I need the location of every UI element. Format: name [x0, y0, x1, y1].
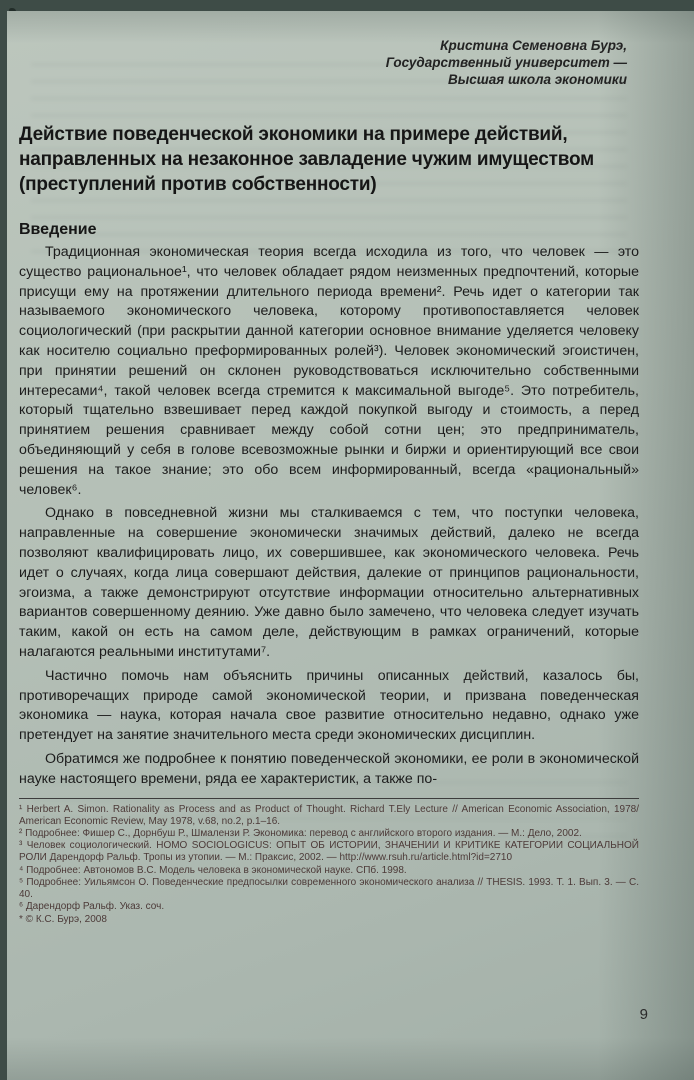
footnote-5: ⁵ Подробнее: Уильямсон О. Поведенческие предпосылки современного экономического анализа // THESIS. 1993. Т. 1. Вып. 3. — С. 40. [19, 876, 639, 900]
footnote-1: ¹ Herbert A. Simon. Rationality as Process and as Product of Thought. Richard T.Ely Lecture // American Economic Association, 1978/ American Economic Review, May 1978, v.68, no.2, p.1–16. [19, 803, 639, 827]
paragraph-4: Обратимся же подробнее к понятию поведенческой экономики, ее роли в экономической науке настоящего времени, ряда ее характеристик, а также по- [19, 750, 639, 787]
page-number: 9 [639, 1006, 648, 1023]
paper-page [7, 11, 694, 1080]
footnote-3: ³ Человек социологический. HOMO SOCIOLOGICUS: ОПЫТ ОБ ИСТОРИИ, ЗНАЧЕНИИ И КРИТИКЕ КАТЕГОРИИ СОЦИАЛЬНОЙ РОЛИ Дарендорф Ральф. Тропы из утопии. — М.: Праксис, 2002. — http://www.rsuh.ru/article.html?id=2710 [19, 840, 639, 864]
footnotes-block [19, 798, 639, 927]
author-affiliation-line1: Государственный университет — [385, 55, 627, 70]
footnote-6: ⁶ Дарендорф Ральф. Указ. соч. [19, 901, 165, 913]
article-body [19, 243, 639, 790]
author-block [19, 37, 639, 88]
copyright-line: * © К.С. Бурэ, 2008 [19, 914, 107, 926]
author-name: Кристина Семеновна Бурэ, [440, 38, 627, 53]
article-title: Действие поведенческой экономики на примере действий, направленных на незаконное завладение чужим имуществом (преступлений против собственности) [19, 124, 595, 195]
author-affiliation-line2: Высшая школа экономики [447, 72, 627, 87]
paragraph-2: Однако в повседневной жизни мы сталкиваемся с тем, что поступки человека, направленные на совершение экономически значимых действий, далеко не всегда позволяют квалифицировать лицо, их совершившее, как экономического человека. Речь идет о случаях, когда лица совершают действия, далекие от принципов рациональности, эгоизма, а также демонстрируют отсутствие информации относительно альтернативных вариантов совершенному деянию. Уже давно было замечено, что человека следует изучать таким, какой он есть на самом деле, действующим в рамках ограничений, которые налагаются реальными институтами⁷. [19, 505, 639, 660]
paragraph-1: Традиционная экономическая теория всегда исходила из того, что человек — это существо рациональное¹, что человек обладает рядом неизменных предпочтений, которые присущи ему на протяжении длительного периода времени². Речь идет о категории так называемого экономического человека, которому противопоставляется человек социологический (при раскрытии данной категории основное внимание уделяется человеку как носителю социально преформированных ролей³). Человек экономический эгоистичен, при принятии решений он склонен руководствоваться исключительно собственными интересами⁴, такой человек всегда стремится к максимальной выгоде⁵. Это потребитель, который тщательно взвешивает перед каждой покупкой выгоду и стоимость, а перед принятием решения сравнивает между собой сотни цен; это предприниматель, объединяющий у себя в голове всевозможные рынки и биржи и ориентирующий все свои решения на такое знание; это обо всем информированный, всегда «рациональный» человек⁶. [19, 244, 639, 498]
paragraph-3: Частично помочь нам объяснить причины описанных действий, казалось бы, противоречащих природе самой экономической теории, и призвана поведенческая экономика — наука, которая начала свое развитие относительно недавно, однако уже претендует на занятие значительного места среди экономических дисциплин. [19, 667, 639, 744]
footnote-2: ² Подробнее: Фишер С., Дорнбуш Р., Шмалензи Р. Экономика: перевод с английского второго издания. — М.: Дело, 2002. [19, 827, 582, 839]
page-content [19, 37, 639, 927]
footnote-4: ⁴ Подробнее: Автономов В.С. Модель человека в экономической науке. СПб. 1998. [19, 864, 407, 876]
section-heading-introduction: Введение [19, 221, 97, 238]
